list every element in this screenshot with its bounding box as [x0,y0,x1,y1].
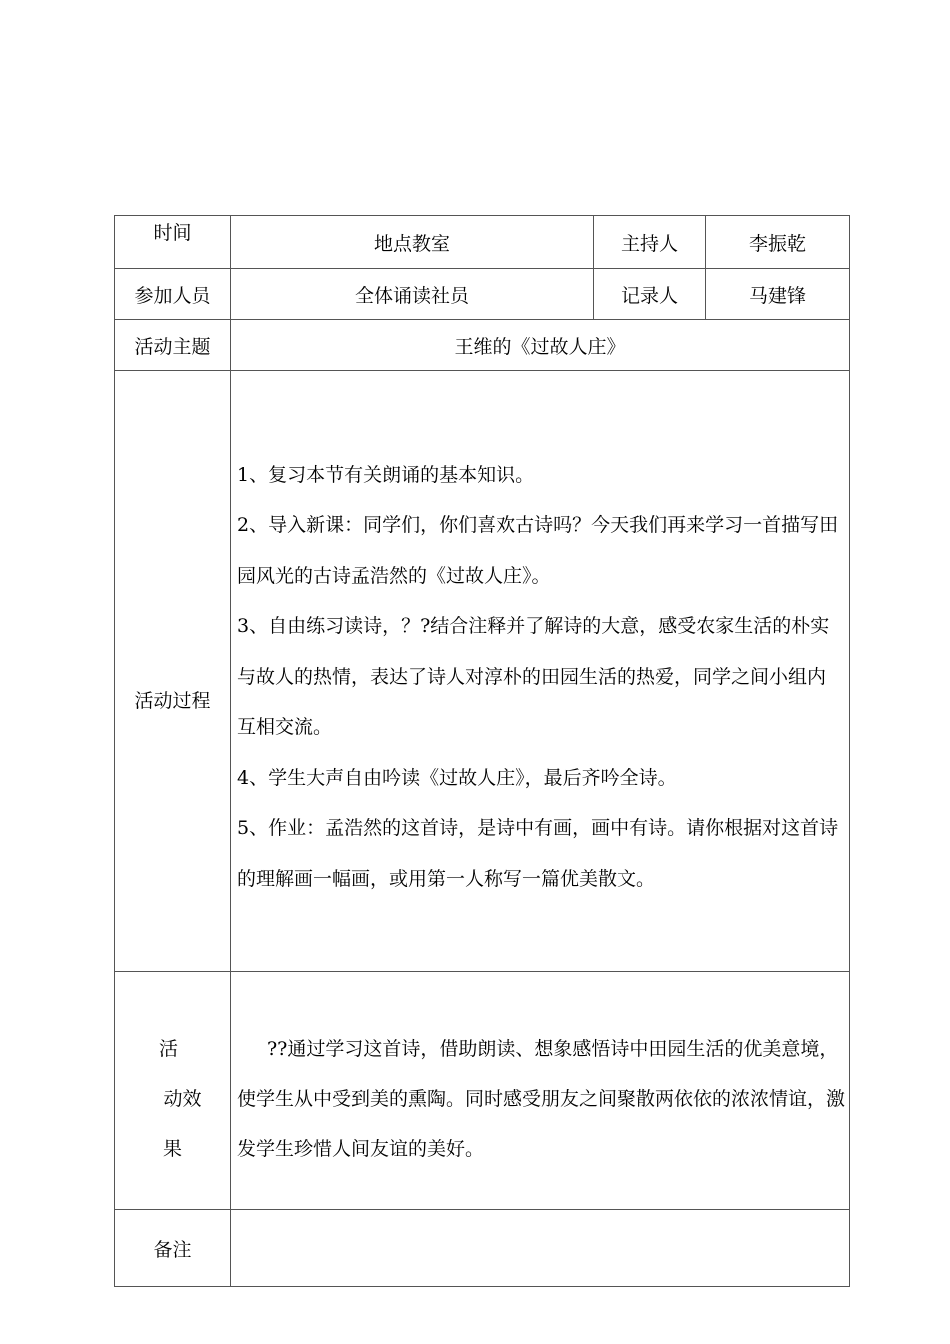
row-time-place [115,216,850,269]
process-step: 4、学生大声自由吟读《过故人庄》，最后齐吟全诗。 [237,766,677,789]
process-step: 3、自由练习读诗，？?结合注释并了解诗的大意，感受农家生活的朴实与故人的热情，表达了诗人对淳朴的田园生活的热爱，同学之间小组内互相交流。 [237,615,830,739]
recorder-name: 马建锋 [706,269,850,320]
row-process [115,371,850,972]
process-step: 1、复习本节有关朗诵的基本知识。 [237,463,535,486]
process-label: 活动过程 [115,371,231,972]
place-value: 地点教室 [231,216,594,269]
host-name: 李振乾 [706,216,850,269]
theme-value: 王维的《过故人庄》 [231,320,850,371]
row-effect [115,972,850,1210]
remarks-label: 备注 [115,1210,231,1287]
effect-label-line: 动效 [163,1087,202,1110]
participants-value: 全体诵读社员 [231,269,594,320]
time-label: 时间 [115,216,231,269]
remarks-content [231,1210,850,1287]
participants-label: 参加人员 [115,269,231,320]
host-label: 主持人 [594,216,706,269]
row-participants [115,269,850,320]
process-step: 5、作业：孟浩然的这首诗，是诗中有画，画中有诗。请你根据对这首诗的理解画一幅画，或用第一人称写一篇优美散文。 [237,817,839,890]
effect-label-line: 活 [158,1037,178,1060]
effect-content: ??通过学习这首诗，借助朗读、想象感悟诗中田园生活的优美意境，使学生从中受到美的熏陶。同时感受朋友之间聚散两依依的浓浓情谊，激发学生珍惜人间友谊的美好。 [231,972,850,1210]
activity-record-table [114,215,850,1287]
row-theme [115,320,850,371]
row-remarks [115,1210,850,1287]
recorder-label: 记录人 [594,269,706,320]
effect-label-line: 果 [162,1137,182,1160]
effect-label [115,972,231,1210]
process-content [231,371,850,972]
process-step: 2、导入新课：同学们，你们喜欢古诗吗？今天我们再来学习一首描写田园风光的古诗孟浩然的《过故人庄》。 [237,514,839,587]
theme-label: 活动主题 [115,320,231,371]
